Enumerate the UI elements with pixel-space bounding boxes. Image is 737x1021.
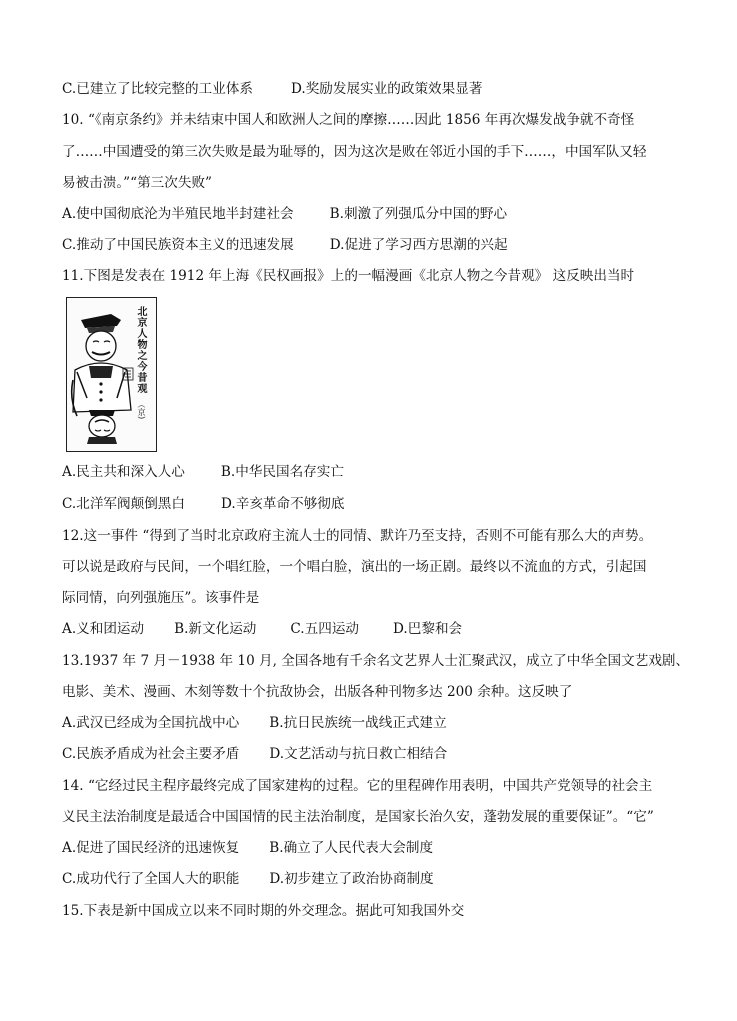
q14-stem-line-1: 14. “它经过民主程序最终完成了国家建构的过程。它的里程碑作用表明，中国共产党领导的社会主 xyxy=(62,778,653,794)
q14-options-ab xyxy=(62,838,433,858)
q12-stem-line-3: 际同情，向列强施压”。该事件是 xyxy=(62,590,260,606)
q13-option-d: D.文艺活动与抗日救亡相结合 xyxy=(269,746,448,762)
q13-option-a: A.武汉已经成为全国抗战中心 xyxy=(62,715,240,731)
q12-option-c: C.五四运动 xyxy=(290,621,360,637)
q12-stem-line-1: 12.这一事件 “得到了当时北京政府主流人士的同情、默许乃至支持，否则不可能有那么大的声势。 xyxy=(62,528,653,544)
q9-option-c: C.已建立了比较完整的工业体系 xyxy=(62,81,253,97)
q12-options xyxy=(62,619,462,639)
q12-option-b: B.新文化运动 xyxy=(174,621,257,637)
q11-option-c: C.北洋军阀颠倒黑白 xyxy=(62,496,185,512)
q10-option-c: C.推动了中国民族资本主义的迅速发展 xyxy=(62,237,294,253)
q14-option-d: D.初步建立了政治协商制度 xyxy=(269,871,434,887)
q11-option-b: B.中华民国名存实亡 xyxy=(220,464,344,480)
q11-options-cd xyxy=(62,494,345,514)
q13-option-c: C.民族矛盾成为社会主要矛盾 xyxy=(62,746,240,762)
q10-option-a: A.使中国彻底沦为半殖民地半封建社会 xyxy=(62,206,294,222)
q14-option-b: B.确立了人民代表大会制度 xyxy=(269,840,434,856)
q13-stem-line-1: 13.1937 年 7 月－1938 年 10 月, 全国各地有千余名文艺界人士汇聚武汉，成立了中华全国文艺戏剧、 xyxy=(62,653,690,669)
q14-options-cd xyxy=(62,869,434,889)
q10-stem-line-2: 了……中国遭受的第三次失败是最为耻辱的，因为这次是败在邻近小国的手下……，中国军队又轻 xyxy=(62,144,647,160)
q10-stem-line-1: 10. “《南京条约》并未结束中国人和欧洲人之间的摩擦……因此 1856 年再次爆发战争就不奇怪 xyxy=(62,112,635,128)
q10-stem-line-3: 易被击溃。”“第三次失败” xyxy=(62,175,212,191)
q13-options-ab xyxy=(62,713,447,733)
q11-option-a: A.民主共和深入人心 xyxy=(62,464,185,480)
q9-option-d: D.奖励发展实业的政策效果显著 xyxy=(290,81,483,97)
cartoon-figure xyxy=(66,297,157,452)
q9-options-cd xyxy=(62,79,482,99)
cartoon-seal: （京) xyxy=(137,400,146,420)
q14-option-c: C.成功代行了全国人大的职能 xyxy=(62,871,240,887)
q12-option-a: A.义和团运动 xyxy=(62,621,145,637)
q10-options-ab xyxy=(62,204,507,224)
cartoon-caption: 北京人物之今昔观 xyxy=(135,306,146,394)
q11-options-ab xyxy=(62,462,344,482)
q10-option-b: B.刺激了列强瓜分中国的野心 xyxy=(329,206,508,222)
q11-stem-line-1: 11.下图是发表在 1912 年上海《民权画报》上的一幅漫画《北京人物之今昔观》 这反映出当时 xyxy=(62,268,635,284)
q12-option-d: D.巴黎和会 xyxy=(393,621,463,637)
q14-option-a: A.促进了国民经济的迅速恢复 xyxy=(62,840,240,856)
q13-stem-line-2: 电影、美术、漫画、木刻等数十个抗敌协会，出版各种刊物多达 200 余种。这反映了 xyxy=(62,684,573,700)
q12-stem-line-2: 可以说是政府与民间，一个唱红脸，一个唱白脸，演出的一场正剧。最终以不流血的方式，引起国 xyxy=(62,559,647,575)
q11-option-d: D.辛亥革命不够彻底 xyxy=(221,496,345,512)
q15-stem-line-1: 15.下表是新中国成立以来不同时期的外交理念。据此可知我国外交 xyxy=(62,903,465,919)
q13-option-b: B.抗日民族统一战线正式建立 xyxy=(269,715,447,731)
q10-option-d: D.促进了学习西方思潮的兴起 xyxy=(329,237,508,253)
q13-options-cd xyxy=(62,744,447,764)
q10-options-cd xyxy=(62,235,508,255)
q14-stem-line-2: 义民主法治制度是最适合中国国情的民主法治制度，是国家长治久安，蓬勃发展的重要保证”。“它” xyxy=(62,809,654,825)
